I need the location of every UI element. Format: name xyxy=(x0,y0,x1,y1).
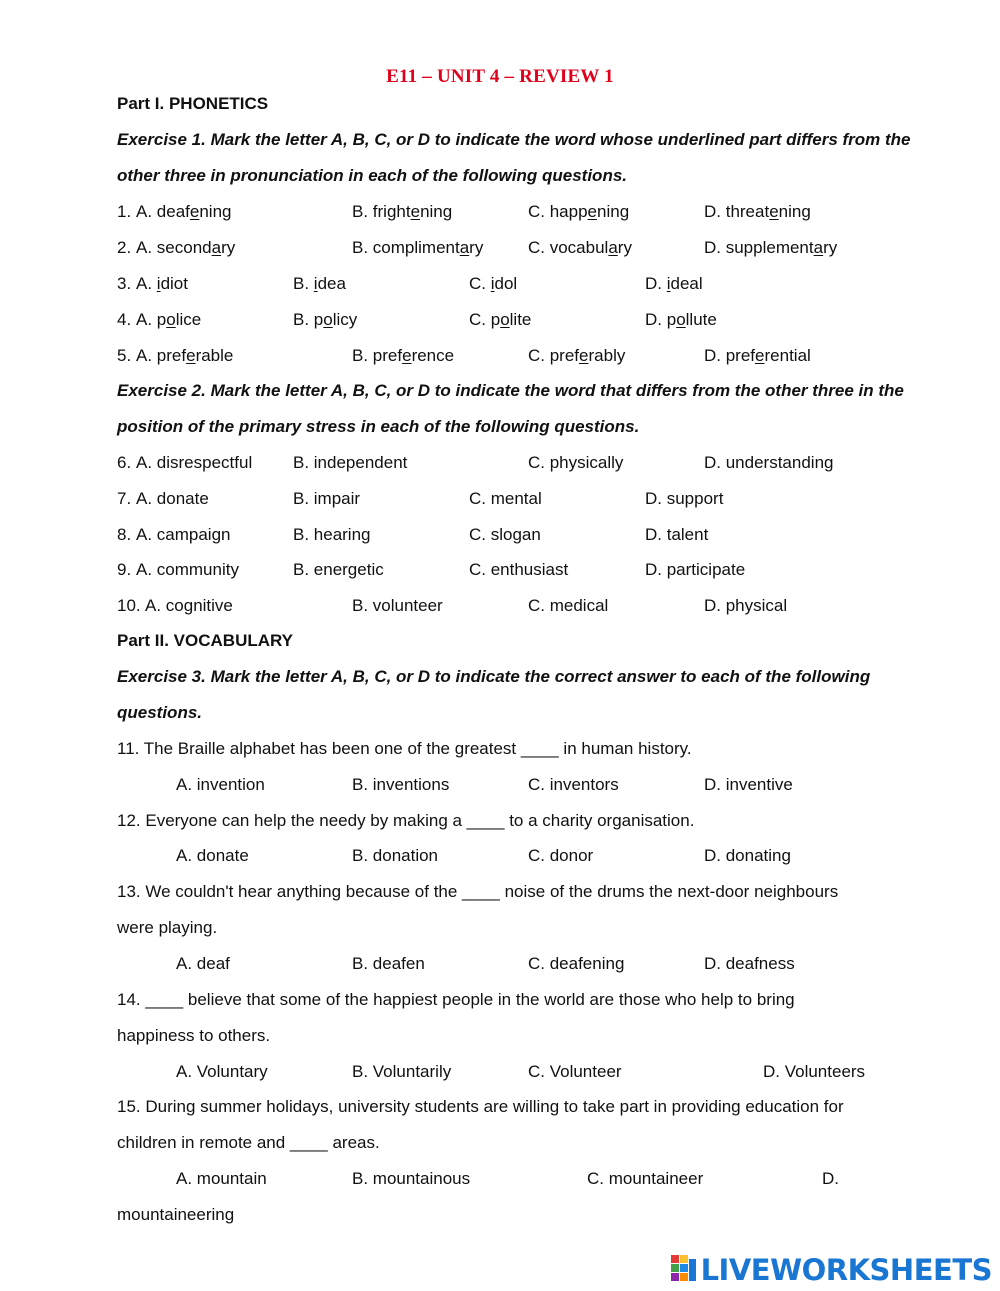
option-b[interactable]: B. Voluntarily xyxy=(352,1062,452,1081)
underlined-part: e xyxy=(410,202,421,221)
option-b[interactable]: B. mountainous xyxy=(352,1169,471,1188)
underlined-part: e xyxy=(587,202,598,221)
option-d[interactable]: D. participate xyxy=(645,560,746,579)
option-text: ning xyxy=(778,202,811,221)
option-text: C. happ xyxy=(528,202,588,221)
liveworksheets-logo xyxy=(671,1252,992,1288)
exercise1-instruction-line2: other three in pronunciation in each of the following questions. xyxy=(117,166,628,185)
question-number: 1. xyxy=(117,202,132,221)
option-c[interactable]: C. deafening xyxy=(528,954,625,973)
option-b[interactable]: B. deafen xyxy=(352,954,425,973)
option-a[interactable] xyxy=(136,201,231,223)
question-stem-line1: 13. We couldn't hear anything because of the ____ noise of the drums the next-door neighbours xyxy=(117,882,839,901)
question-stem: 11. The Braille alphabet has been one of the greatest ____ in human history. xyxy=(117,739,692,758)
option-a[interactable]: A. invention xyxy=(176,775,265,794)
underlined-part: i xyxy=(666,274,671,293)
option-d[interactable]: D. donating xyxy=(704,846,791,865)
option-text: B. fright xyxy=(352,202,411,221)
option-b[interactable]: B. donation xyxy=(352,846,439,865)
option-text: C. xyxy=(469,274,491,293)
underlined-part: o xyxy=(166,310,176,329)
option-c[interactable]: C. slogan xyxy=(469,525,541,544)
option-text: deal xyxy=(670,274,703,293)
option-text: dol xyxy=(494,274,518,293)
question-number: 8. xyxy=(117,525,132,544)
option-text: lice xyxy=(175,310,202,329)
option-text: rence xyxy=(411,346,455,365)
option-a[interactable]: A. Voluntary xyxy=(176,1062,268,1081)
option-a[interactable] xyxy=(136,273,188,295)
option-text: ning xyxy=(199,202,232,221)
option-c[interactable] xyxy=(528,237,632,259)
underlined-part: e xyxy=(769,202,779,221)
option-c[interactable] xyxy=(469,309,531,331)
option-text: C. p xyxy=(469,310,501,329)
option-d[interactable] xyxy=(704,345,811,367)
underlined-part: o xyxy=(500,310,510,329)
option-b[interactable] xyxy=(352,345,454,367)
option-text: B. pref xyxy=(352,346,403,365)
question-number: 10. xyxy=(117,596,141,615)
question-stem: 12. Everyone can help the needy by making a ____ to a charity organisation. xyxy=(117,811,695,830)
option-text: D. supplement xyxy=(704,238,814,257)
option-text: C. vocabul xyxy=(528,238,609,257)
option-b[interactable]: B. volunteer xyxy=(352,596,443,615)
option-text: rential xyxy=(764,346,811,365)
option-b[interactable] xyxy=(352,201,452,223)
question-stem-line2: children in remote and ____ areas. xyxy=(117,1133,380,1152)
option-text: llute xyxy=(685,310,717,329)
option-c[interactable]: C. physically xyxy=(528,453,624,472)
underlined-part: e xyxy=(755,346,765,365)
question-stem-line2: were playing. xyxy=(117,918,218,937)
option-text: A. p xyxy=(136,310,167,329)
question-number: 7. xyxy=(117,489,132,508)
liveworksheets-wordmark: LIVEWORKSHEETS xyxy=(700,1253,992,1287)
question-number: 9. xyxy=(117,560,132,579)
option-d[interactable]: D. physical xyxy=(704,596,788,615)
option-c[interactable] xyxy=(528,345,625,367)
exercise1-instruction-line1: Exercise 1. Mark the letter A, B, C, or D to indicate the word whose underlined part differs from the xyxy=(117,130,911,149)
underlined-part: o xyxy=(676,310,686,329)
option-d[interactable] xyxy=(704,201,811,223)
option-text: ning xyxy=(597,202,630,221)
underlined-part: a xyxy=(211,238,222,257)
option-c[interactable] xyxy=(469,273,517,295)
option-text: licy xyxy=(332,310,358,329)
exercise3-instruction-line1: Exercise 3. Mark the letter A, B, C, or D to indicate the correct answer to each of the following xyxy=(117,667,871,686)
question-number: 6. xyxy=(117,453,132,472)
underlined-part: e xyxy=(189,202,200,221)
exercise2-instruction-line1: Exercise 2. Mark the letter A, B, C, or D to indicate the word that differs from the other three in the xyxy=(117,381,904,400)
option-a[interactable]: A. mountain xyxy=(176,1169,267,1188)
underlined-part: e xyxy=(579,346,589,365)
option-text: dea xyxy=(317,274,346,293)
part1-heading: Part I. PHONETICS xyxy=(117,94,269,113)
option-a[interactable] xyxy=(136,345,233,367)
option-text: lite xyxy=(509,310,532,329)
option-c[interactable] xyxy=(528,201,629,223)
option-text: A. pref xyxy=(136,346,187,365)
worksheet-title: E11 – UNIT 4 – REVIEW 1 xyxy=(386,66,614,87)
underlined-part: e xyxy=(186,346,196,365)
option-c[interactable]: C. mountaineer xyxy=(587,1169,704,1188)
question-stem-line2: happiness to others. xyxy=(117,1026,271,1045)
option-b[interactable]: B. independent xyxy=(293,453,408,472)
option-a[interactable]: A. campaign xyxy=(136,525,231,544)
option-text: B. p xyxy=(293,310,324,329)
option-text: ry xyxy=(823,238,838,257)
option-a[interactable]: A. community xyxy=(136,560,239,579)
option-a[interactable]: A. deaf xyxy=(176,954,230,973)
option-text: D. xyxy=(645,274,667,293)
option-text: A. xyxy=(136,274,157,293)
option-d-continuation[interactable]: mountaineering xyxy=(117,1205,235,1224)
option-text: rable xyxy=(195,346,234,365)
option-d[interactable]: D. understanding xyxy=(704,453,834,472)
option-b[interactable]: B. impair xyxy=(293,489,361,508)
option-a[interactable]: A. disrespectful xyxy=(136,453,253,472)
option-d[interactable]: D. xyxy=(822,1169,839,1188)
option-text: diot xyxy=(160,274,188,293)
underlined-part: e xyxy=(402,346,412,365)
option-c[interactable]: C. Volunteer xyxy=(528,1062,622,1081)
exercise3-instruction-line2: questions. xyxy=(117,703,203,722)
question-stem-line1: 14. ____ believe that some of the happiest people in the world are those who help to bring xyxy=(117,990,795,1009)
option-text: D. threat xyxy=(704,202,770,221)
option-d[interactable]: D. talent xyxy=(645,525,709,544)
option-text: B. compliment xyxy=(352,238,460,257)
underlined-part: o xyxy=(323,310,333,329)
question-number: 4. xyxy=(117,310,132,329)
option-c[interactable]: C. inventors xyxy=(528,775,619,794)
question-stem-line1: 15. During summer holidays, university students are willing to take part in providing education for xyxy=(117,1097,844,1116)
question-number: 3. xyxy=(117,274,132,293)
option-text: ry xyxy=(469,238,484,257)
option-b[interactable] xyxy=(293,309,357,331)
option-a[interactable] xyxy=(136,237,235,259)
underlined-part: a xyxy=(608,238,618,257)
option-a[interactable]: A. cognitive xyxy=(145,596,233,615)
option-d[interactable] xyxy=(645,273,703,295)
option-c[interactable]: C. enthusiast xyxy=(469,560,569,579)
option-text: A. second xyxy=(136,238,212,257)
option-d[interactable]: D. deafness xyxy=(704,954,795,973)
option-text: D. p xyxy=(645,310,677,329)
option-c[interactable]: C. donor xyxy=(528,846,594,865)
option-b[interactable]: B. hearing xyxy=(293,525,371,544)
option-text: ry xyxy=(221,238,236,257)
option-text: C. pref xyxy=(528,346,580,365)
option-a[interactable]: A. donate xyxy=(176,846,249,865)
option-c[interactable]: C. mental xyxy=(469,489,542,508)
option-a[interactable] xyxy=(136,309,201,331)
underlined-part: i xyxy=(156,274,161,293)
option-text: B. xyxy=(293,274,314,293)
option-d[interactable] xyxy=(704,237,837,259)
option-d[interactable]: D. inventive xyxy=(704,775,793,794)
option-text: ning xyxy=(420,202,453,221)
question-number: 2. xyxy=(117,238,132,257)
option-b[interactable] xyxy=(293,273,346,295)
option-c[interactable]: C. medical xyxy=(528,596,609,615)
option-d[interactable]: D. support xyxy=(645,489,724,508)
underlined-part: a xyxy=(813,238,824,257)
option-text: ry xyxy=(617,238,632,257)
option-text: D. pref xyxy=(704,346,756,365)
underlined-part: i xyxy=(313,274,318,293)
option-d[interactable]: D. Volunteers xyxy=(763,1062,866,1081)
option-text: rably xyxy=(588,346,626,365)
question-number: 5. xyxy=(117,346,132,365)
option-b[interactable] xyxy=(352,237,483,259)
option-d[interactable] xyxy=(645,309,717,331)
option-a[interactable]: A. donate xyxy=(136,489,209,508)
option-b[interactable]: B. energetic xyxy=(293,560,384,579)
exercise2-instruction-line2: position of the primary stress in each of the following questions. xyxy=(117,417,640,436)
option-b[interactable]: B. inventions xyxy=(352,775,450,794)
option-text: A. deaf xyxy=(136,202,190,221)
underlined-part: i xyxy=(490,274,495,293)
liveworksheets-icon xyxy=(671,1255,697,1285)
underlined-part: a xyxy=(459,238,470,257)
part2-heading: Part II. VOCABULARY xyxy=(117,631,294,650)
